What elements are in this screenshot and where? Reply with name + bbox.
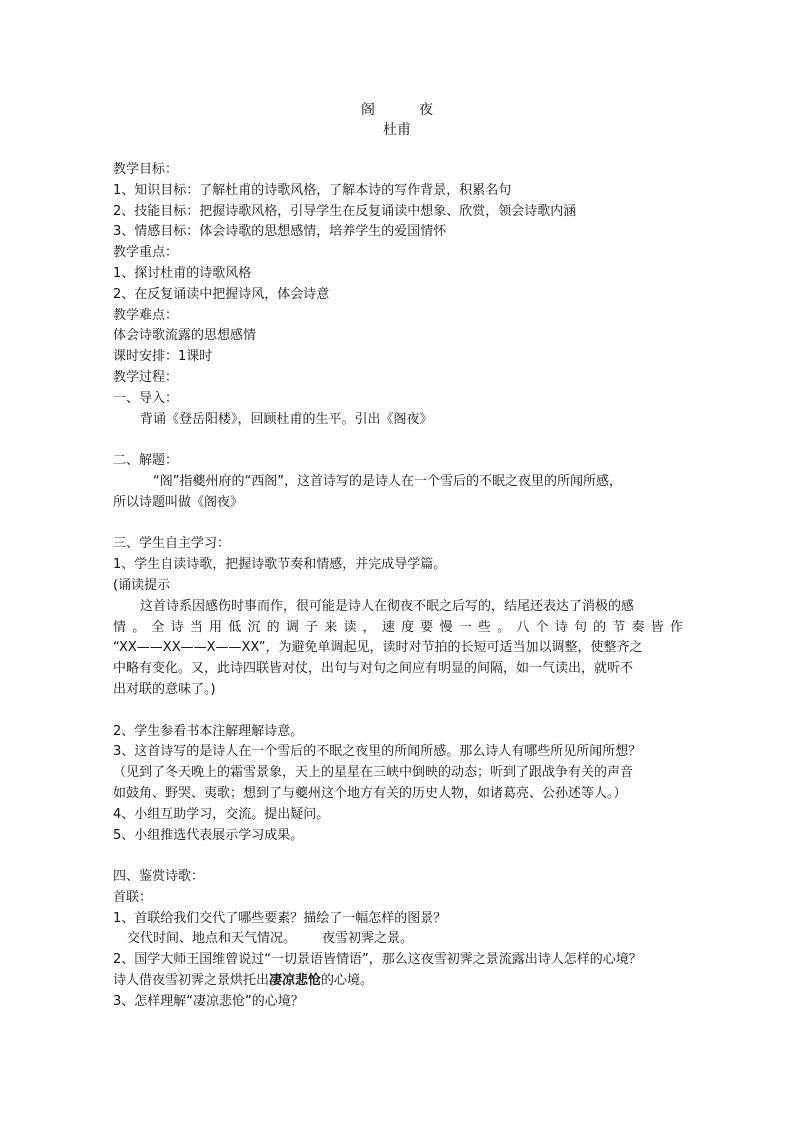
first-couplet-label: 首联： [113, 889, 153, 905]
title-part-1: 阁 [361, 102, 375, 118]
question-1-answer [113, 929, 683, 950]
recite-line-3: “XX——XX——X——XX”，为避免单调起见，读时对节拍的长短可适当加以调整，使整齐之 [113, 640, 643, 656]
difficulty-1: 体会诗歌流露的思想感情 [113, 328, 257, 344]
self-study-heading: 三、学生自主学习： [113, 536, 231, 552]
question-2-answer-emphasis: 凄凉悲怆 [269, 973, 322, 989]
explain-line-2: 所以诗题叫做《阁夜》 [113, 494, 244, 510]
appreciate-heading: 四、鉴赏诗歌： [113, 869, 205, 885]
difficulty-heading: 教学难点： [113, 307, 179, 323]
explain-line-1: “阁”指夔州府的“西阁”，这首诗写的是诗人在一个雪后的不眠之夜里的所闻所感， [153, 473, 622, 489]
recite-line-1: 这首诗系因感伤时事而作，很可能是诗人在彻夜不眠之后写的，结尾还表达了消极的感 [140, 598, 635, 614]
question-3: 3、怎样理解“凄凉悲怆”的心境？ [113, 993, 304, 1009]
self-study-2: 2、学生参看书本注解理解诗意。 [113, 723, 304, 739]
question-1-answer-a: 交代时间、地点和天气情况。 [127, 931, 297, 947]
question-2-answer [113, 971, 683, 992]
goal-emotion: 3、情感目标：体会诗歌的思想感情，培养学生的爱国情怀 [113, 224, 447, 240]
self-study-4: 4、小组互助学习，交流。提出疑问。 [113, 806, 330, 822]
question-2: 2、国学大师王国维曾说过“一切景语皆情语”，那么这夜雪初霁之景流露出诗人怎样的心境？ [113, 952, 642, 968]
recite-tip-heading: (诵读提示 [113, 577, 171, 593]
key-point-2: 2、在反复诵读中把握诗风，体会诗意 [113, 286, 330, 302]
title-part-2: 夜 [419, 102, 433, 118]
poem-title [0, 100, 794, 120]
question-2-answer-suffix: 的心境。 [321, 973, 374, 989]
goals-heading: 教学目标： [113, 162, 179, 177]
key-point-1: 1、探讨杜甫的诗歌风格 [113, 265, 252, 281]
self-study-3-answer-1: （见到了冬天晚上的霜雪景象，天上的星星在三峡中倒映的动态；听到了跟战争有关的声音 [113, 765, 634, 781]
question-1-answer-b: 夜雪初霁之景。 [322, 931, 414, 947]
poem-author: 杜甫 [383, 122, 411, 138]
question-2-answer-prefix: 诗人借夜雪初霁之景烘托出 [113, 973, 270, 989]
process-heading: 教学过程： [113, 369, 179, 385]
self-study-3: 3、这首诗写的是诗人在一个雪后的不眠之夜里的所闻所感。那么诗人有哪些所见所闻所想？ [113, 744, 642, 760]
goal-skill: 2、技能目标：把握诗歌风格，引导学生在反复诵读中想象、欣赏，领会诗歌内涵 [113, 203, 577, 219]
key-points-heading: 教学重点： [113, 245, 179, 261]
recite-line-5: 出对联的意味了。) [113, 681, 216, 697]
lesson-plan-body [113, 160, 683, 1013]
goal-knowledge: 1、知识目标：了解杜甫的诗歌风格，了解本诗的写作背景，积累名句 [113, 182, 512, 198]
self-study-5: 5、小组推选代表展示学习成果。 [113, 827, 304, 843]
explain-heading: 二、解题： [113, 453, 179, 469]
recite-line-2: 情。全诗当用低沉的调子来读，速度要慢一些。八个诗句的节奏皆作 [113, 619, 683, 635]
question-1: 1、首联给我们交代了哪些要素？描绘了一幅怎样的图景？ [113, 910, 447, 926]
self-study-1: 1、学生自读诗歌，把握诗歌节奏和情感，并完成导学篇。 [113, 557, 447, 573]
recite-line-4: 中略有变化。又，此诗四联皆对仗，出句与对句之间应有明显的间隔，如一气读出，就听不 [113, 661, 634, 677]
intro-text: 背诵《登岳阳楼》，回顾杜甫的生平。引出《阁夜》 [140, 411, 433, 427]
schedule: 课时安排：1课时 [113, 349, 213, 365]
intro-heading: 一、导入： [113, 390, 179, 406]
self-study-3-answer-2: 如鼓角、野哭、夷歌；想到了与夔州这个地方有关的历史人物，如诸葛亮、公孙述等人。） [113, 785, 627, 801]
